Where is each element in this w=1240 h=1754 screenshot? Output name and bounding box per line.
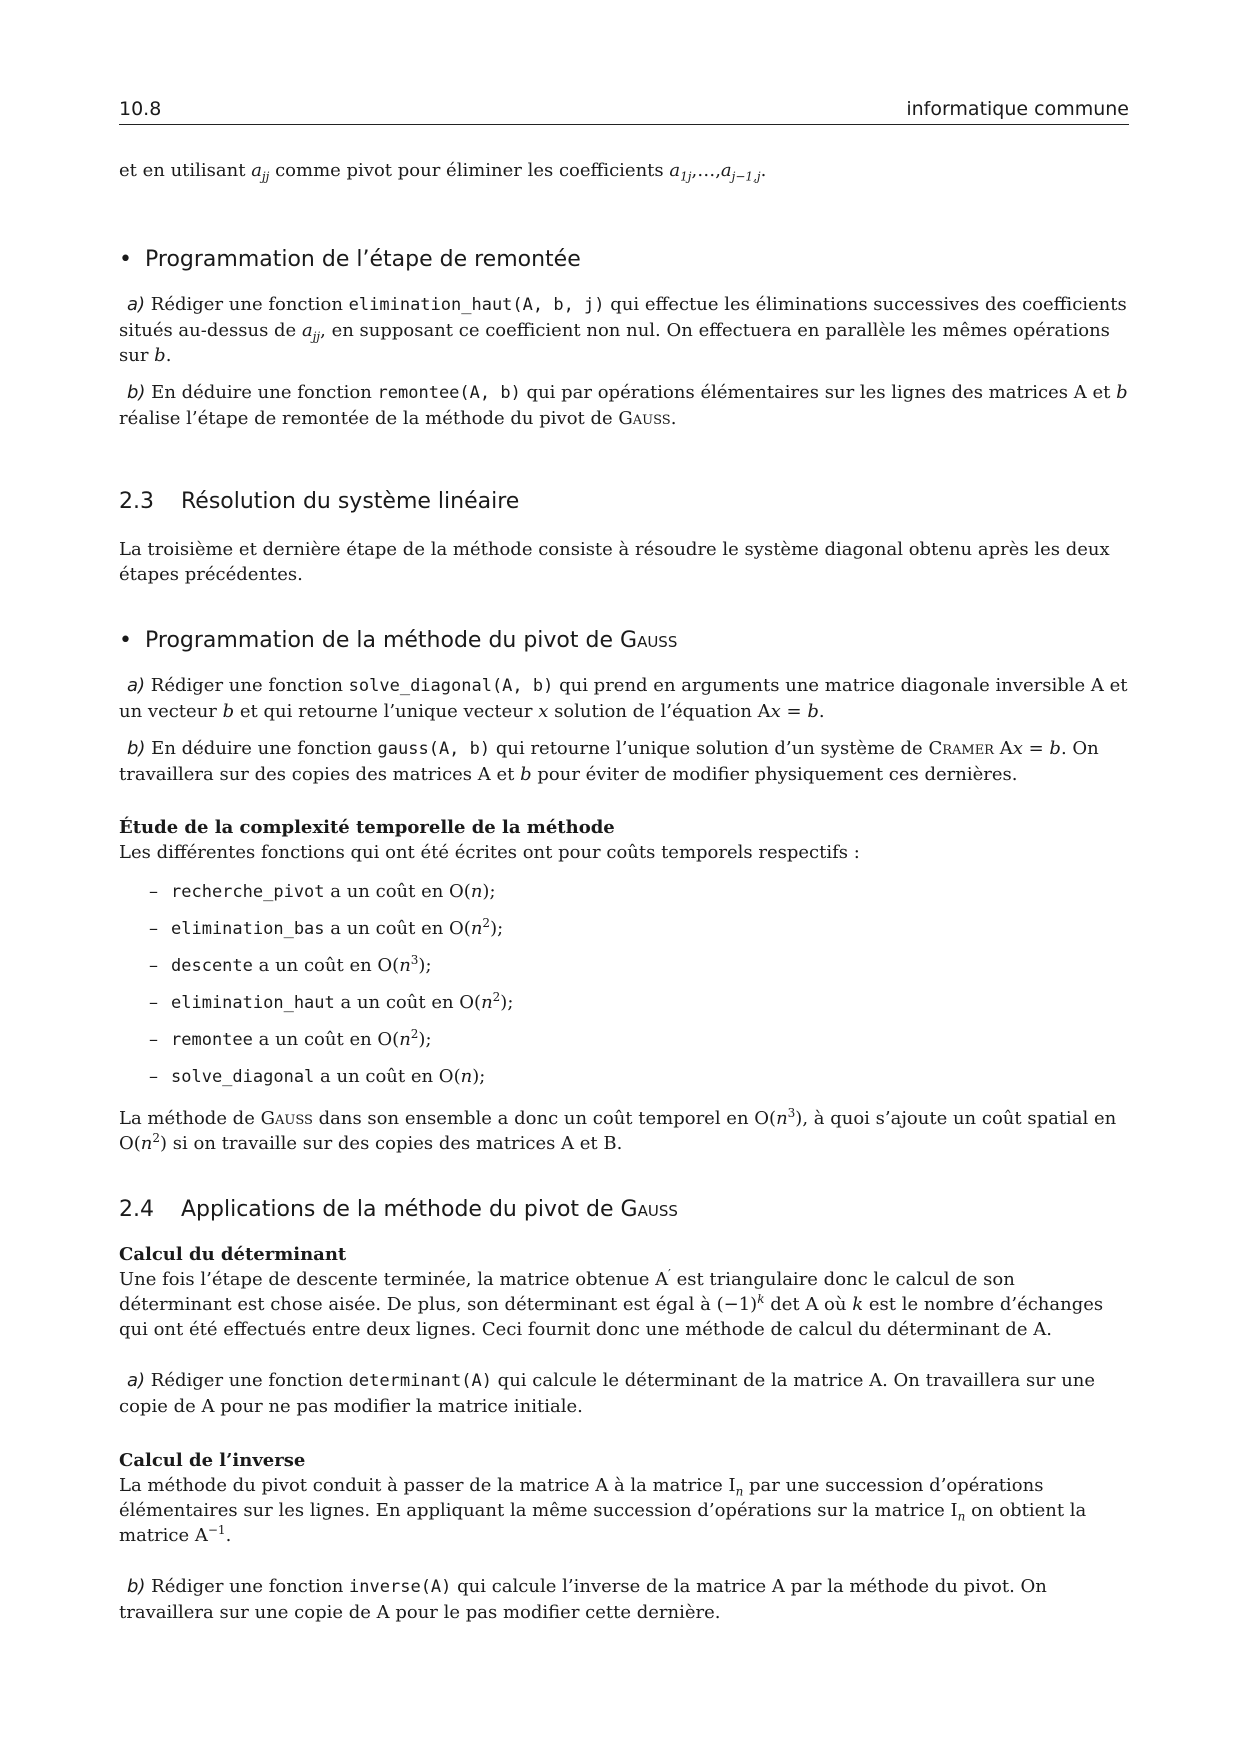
- section-2-3-heading: 2.3 Résolution du système linéaire: [119, 489, 520, 514]
- function-name: elimination_bas: [171, 919, 325, 939]
- bullet-icon: •: [119, 628, 132, 653]
- complexity-conclusion: La méthode de Gauss dans son ensemble a donc un coût temporel en $O(n^3)$, à quoi s’ajoute un coût spatial en $O(n^2)$ si on travaille sur des copies des matrices A et B.: [119, 1106, 1117, 1154]
- determinant-block: [119, 1242, 1129, 1342]
- complexity-item: – elimination_haut a un coût en $O(n^2)$;: [119, 984, 1129, 1021]
- complexity-item: – remontee a un coût en $O(n^2)$;: [119, 1021, 1129, 1058]
- question-b-inverse: b) Rédiger une fonction inverse(A) qui calcule l’inverse de la matrice A par la méthode du pivot. On travaillera sur une copie de A pour le pas modifier cette dernière.: [119, 1576, 1047, 1623]
- determinant-text: Une fois l’étape de descente terminée, la matrice obtenue A′ est triangulaire donc le calcul de son déterminant est chose aisée. De plus, son déterminant est égal à $(-1)^k$ det A où k est le nombre d’échanges qui ont été effectués entre deux lignes. Ceci fournit donc une méthode de calcul du déterminant de A.: [119, 1267, 1104, 1340]
- section-2-4-heading: 2.4 Applications de la méthode du pivot de Gauss: [119, 1197, 678, 1222]
- page-number: 10.8: [119, 98, 162, 120]
- dash-bullet: –: [149, 1066, 158, 1087]
- inverse-block: [119, 1448, 1129, 1548]
- question-b-pivot: b) En déduire une fonction gauss(A, b) qui retourne l’unique solution d’un système de Cramer Ax = b. On travaillera sur des copies des matrices A et b pour éviter de modifier physiquement ces dernières.: [119, 738, 1099, 785]
- question-b-remontee: b) En déduire une fonction remontee(A, b) qui par opérations élémentaires sur les lignes des matrices A et b réalise l’étape de remontée de la méthode du pivot de Gauss.: [119, 382, 1128, 429]
- page-header: [119, 96, 1129, 125]
- dash-bullet: –: [149, 955, 158, 976]
- inverse-title: Calcul de l’inverse: [119, 1450, 306, 1471]
- complexity-title: Étude de la complexité temporelle de la méthode: [119, 817, 615, 838]
- question-a-determinant: a) Rédiger une fonction determinant(A) qui calcule le déterminant de la matrice A. On travaillera sur une copie de A pour ne pas modifier la matrice initiale.: [119, 1370, 1096, 1417]
- function-name: solve_diagonal: [171, 1067, 315, 1087]
- complexity-block: [119, 815, 1129, 1095]
- function-name: recherche_pivot: [171, 882, 325, 902]
- bullet-icon: •: [119, 247, 132, 272]
- function-name: elimination_haut: [171, 993, 335, 1013]
- question-a-remontee: a) Rédiger une fonction elimination_haut(A, b, j) qui effectue les éliminations successives des coefficients situés au-dessus de $a_{jj}$, en supposant ce coefficient non nul. On effectuera en parallèle les mêmes opérations sur b.: [119, 294, 1127, 366]
- complexity-item: – recherche_pivot a un coût en O(n);: [119, 873, 1129, 910]
- question-a-pivot: a) Rédiger une fonction solve_diagonal(A, b) qui prend en arguments une matrice diagonale inversible A et un vecteur b et qui retourne l’unique vecteur x solution de l’équation Ax = b.: [119, 675, 1128, 722]
- dash-bullet: –: [149, 1029, 158, 1050]
- intro-paragraph: et en utilisant $a_{jj}$ comme pivot pour éliminer les coefficients $a_{1j},\dots,a_{j-1,j}$.: [119, 160, 767, 184]
- chapter-title: informatique commune: [906, 98, 1129, 120]
- heading-pivot-gauss: • Programmation de la méthode du pivot de Gauss: [119, 628, 678, 653]
- complexity-item: – elimination_bas a un coût en $O(n^2)$;: [119, 910, 1129, 947]
- dash-bullet: –: [149, 881, 158, 902]
- complexity-intro: Les différentes fonctions qui ont été écrites ont pour coûts temporels respectifs :: [119, 842, 860, 863]
- function-name: remontee: [171, 1030, 253, 1050]
- complexity-list: [119, 873, 1129, 1095]
- complexity-item: – solve_diagonal a un coût en O(n);: [119, 1058, 1129, 1095]
- inverse-text: La méthode du pivot conduit à passer de la matrice A à la matrice $I_n$ par une succession d’opérations élémentaires sur les lignes. En appliquant la même succession d’opérations sur la matrice $I_n$ on obtient la matrice $A^{-1}$.: [119, 1475, 1087, 1546]
- heading-remontee: • Programmation de l’étape de remontée: [119, 247, 581, 272]
- section-2-3-text: La troisième et dernière étape de la méthode consiste à résoudre le système diagonal obtenu après les deux étapes précédentes.: [119, 539, 1110, 585]
- determinant-title: Calcul du déterminant: [119, 1244, 347, 1265]
- dash-bullet: –: [149, 918, 158, 939]
- dash-bullet: –: [149, 992, 158, 1013]
- complexity-item: – descente a un coût en $O(n^3)$;: [119, 947, 1129, 984]
- function-name: descente: [171, 956, 253, 976]
